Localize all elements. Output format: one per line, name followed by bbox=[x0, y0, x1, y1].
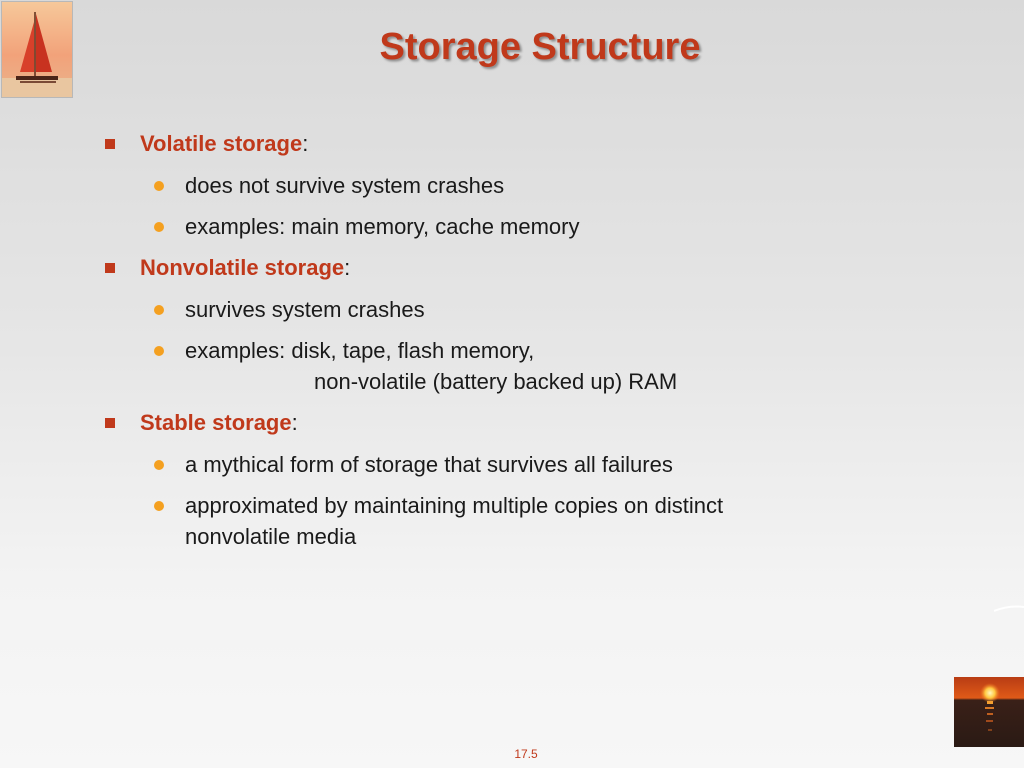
list-item bbox=[100, 335, 980, 397]
page-number: 17.5 bbox=[514, 747, 538, 761]
list-item-text: does not survive system crashes bbox=[185, 173, 505, 198]
list-item-text-line1: examples: disk, tape, flash memory, bbox=[185, 338, 535, 363]
section-colon: : bbox=[344, 255, 351, 280]
section-nonvolatile bbox=[100, 252, 980, 283]
dot-bullet-icon bbox=[154, 222, 164, 232]
list-item bbox=[100, 449, 980, 480]
dot-bullet-icon bbox=[154, 460, 164, 470]
section-stable bbox=[100, 407, 980, 438]
section-term: Stable storage bbox=[140, 410, 292, 435]
decorative-swoosh bbox=[994, 605, 1024, 613]
slide-content bbox=[100, 128, 980, 562]
dot-bullet-icon bbox=[154, 501, 164, 511]
list-item-text: examples: main memory, cache memory bbox=[185, 214, 580, 239]
dot-bullet-icon bbox=[154, 181, 164, 191]
list-item bbox=[100, 294, 980, 325]
list-item bbox=[100, 490, 825, 552]
square-bullet-icon bbox=[105, 418, 115, 428]
list-item-text-line2: non-volatile (battery backed up) RAM bbox=[314, 369, 678, 394]
square-bullet-icon bbox=[105, 263, 115, 273]
dot-bullet-icon bbox=[154, 305, 164, 315]
section-term: Nonvolatile storage bbox=[140, 255, 345, 280]
list-item bbox=[100, 211, 980, 242]
list-item bbox=[100, 170, 980, 201]
section-term: Volatile storage bbox=[140, 131, 303, 156]
list-item-text: a mythical form of storage that survives all failures bbox=[185, 452, 673, 477]
dot-bullet-icon bbox=[154, 346, 164, 356]
sunset-logo bbox=[954, 677, 1024, 747]
slide-title: Storage Structure bbox=[379, 26, 701, 68]
list-item-text: approximated by maintaining multiple copies on distinct nonvolatile media bbox=[185, 493, 724, 549]
list-item-text: survives system crashes bbox=[185, 297, 425, 322]
square-bullet-icon bbox=[105, 139, 115, 149]
section-colon: : bbox=[291, 410, 298, 435]
section-colon: : bbox=[302, 131, 309, 156]
section-volatile bbox=[100, 128, 980, 159]
